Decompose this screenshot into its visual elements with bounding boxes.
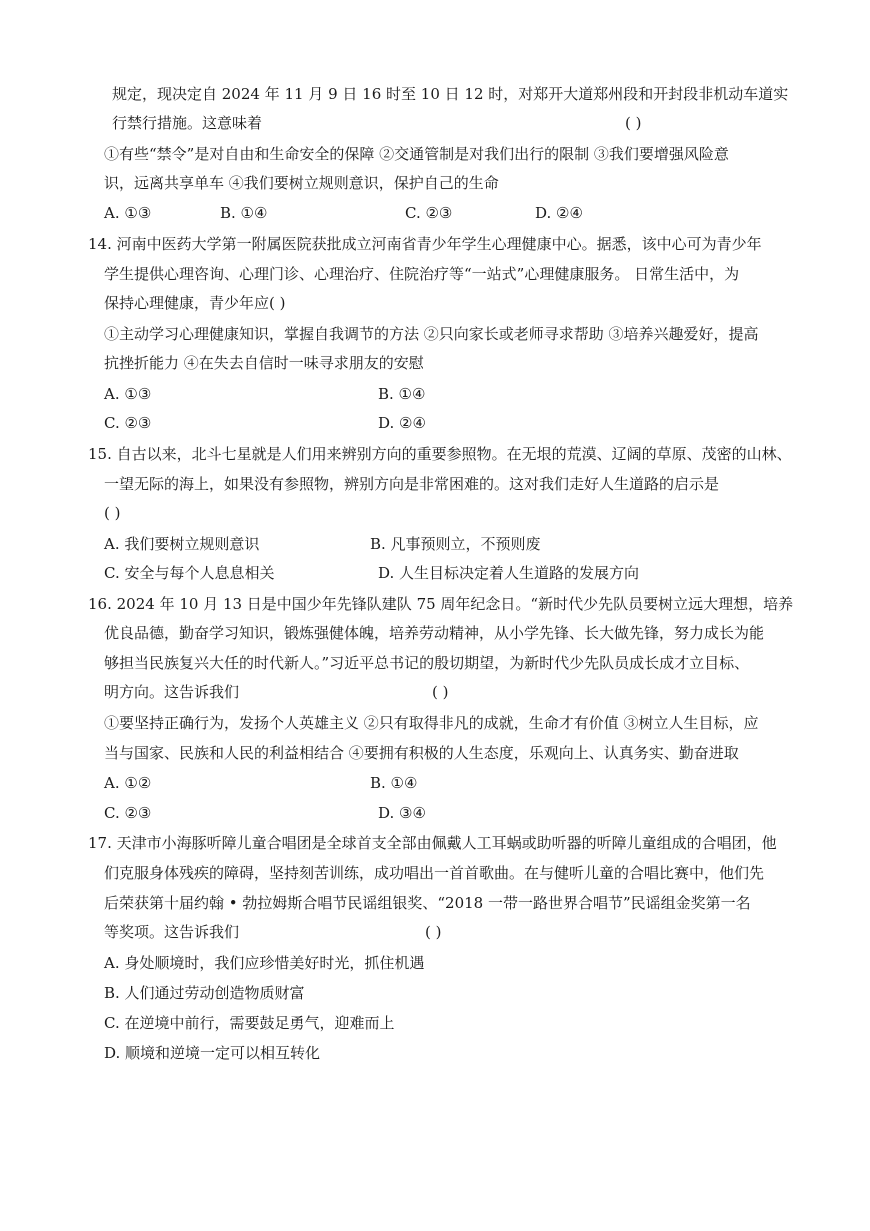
q16-option-c: C. ②③ [104,804,152,822]
q16-option-a: A. ①② [104,774,152,792]
q14-option-b: B. ①④ [378,385,426,403]
q15-stem-line-1: 15. 自古以来，北斗七星就是人们用来辨别方向的重要参照物。在无垠的荒漠、辽阔的草原、茂密的山林、 [88,445,792,463]
q13-stem-line-2: 行禁行措施。这意味着 [112,114,263,132]
q17-option-c: C. 在逆境中前行，需要鼓足勇气，迎难而上 [104,1014,395,1032]
q17-option-a: A. 身处顺境时，我们应珍惜美好时光，抓住机遇 [104,954,425,972]
q15-answer-blank: ( ) [104,504,121,522]
q14-option-c: C. ②③ [104,414,152,432]
q16-stem-line-2: 优良品德，勤奋学习知识，锻炼强健体魄，培养劳动精神，从小学先锋、长大做先锋，努力成长为能 [104,624,765,642]
q16-stem-line-3: 够担当民族复兴大任的时代新人。”习近平总书记的殷切期望，为新时代少先队员成长成才立目标、 [104,654,750,672]
q17-stem-line-2: 们克服身体残疾的障碍，坚持刻苦训练，成功唱出一首首歌曲。在与健听儿童的合唱比赛中，他们先 [104,864,765,882]
q16-answer-blank: ( ) [432,683,449,701]
q16-stem-line-1: 16. 2024 年 10 月 13 日是中国少年先锋队建队 75 周年纪念日。“新时代少先队员要树立远大理想，培养 [88,595,794,613]
q13-option-c: C. ②③ [405,204,453,222]
q14-option-d: D. ②④ [378,414,426,432]
q16-items-line-2: 当与国家、民族和人民的利益相结合 ④要拥有积极的人生态度，乐观向上、认真务实、勤奋进取 [104,744,739,762]
q16-option-b: B. ①④ [370,774,418,792]
q13-option-d: D. ②④ [535,204,583,222]
q17-option-d: D. 顺境和逆境一定可以相互转化 [104,1044,321,1062]
q14-items-line-1: ①主动学习心理健康知识，掌握自我调节的方法 ②只向家长或老师寻求帮助 ③培养兴趣爱好，提高 [104,325,759,343]
q13-items-line-2: 识，远离共享单车 ④我们要树立规则意识，保护自己的生命 [104,174,499,192]
q17-stem-line-3: 后荣获第十届约翰 • 勃拉姆斯合唱节民谣组银奖、“2018 一带一路世界合唱节”民谣组金奖第一名 [104,894,751,912]
q13-items-line-1: ①有些“禁令”是对自由和生命安全的保障 ②交通管制是对我们出行的限制 ③我们要增强风险意 [104,145,729,163]
q15-option-a: A. 我们要树立规则意识 [104,535,260,553]
q15-option-d: D. 人生目标决定着人生道路的发展方向 [378,564,640,582]
q14-stem-line-1: 14. 河南中医药大学第一附属医院获批成立河南省青少年学生心理健康中心。据悉，该中心可为青少年 [88,235,762,253]
q14-stem-line-2: 学生提供心理咨询、心理门诊、心理治疗、住院治疗等“一站式”心理健康服务。 日常生活中，为 [104,265,740,283]
q13-option-a: A. ①③ [104,204,152,222]
q16-option-d: D. ③④ [378,804,426,822]
q16-items-line-1: ①要坚持正确行为，发扬个人英雄主义 ②只有取得非凡的成就，生命才有价值 ③树立人生目标，应 [104,714,759,732]
q17-stem-line-4: 等奖项。这告诉我们 [104,923,240,941]
q13-stem-line-1: 规定，现决定自 2024 年 11 月 9 日 16 时至 10 日 12 时，对郑开大道郑州段和开封段非机动车道实 [112,85,789,103]
q14-stem-line-3: 保持心理健康，青少年应( ) [104,294,286,312]
q15-option-c: C. 安全与每个人息息相关 [104,564,275,582]
q17-option-b: B. 人们通过劳动创造物质财富 [104,984,305,1002]
q16-stem-line-4: 明方向。这告诉我们 [104,683,240,701]
q14-option-a: A. ①③ [104,385,152,403]
q17-answer-blank: ( ) [425,923,442,941]
q13-option-b: B. ①④ [220,204,268,222]
q13-answer-blank: ( ) [625,114,642,132]
q15-stem-line-2: 一望无际的海上，如果没有参照物，辨别方向是非常困难的。这对我们走好人生道路的启示是 [104,475,720,493]
q15-option-b: B. 凡事预则立，不预则废 [370,535,541,553]
q14-items-line-2: 抗挫折能力 ④在失去自信时一味寻求朋友的安慰 [104,354,424,372]
q17-stem-line-1: 17. 天津市小海豚听障儿童合唱团是全球首支全部由佩戴人工耳蜗或助听器的听障儿童组成的合唱团，他 [88,834,777,852]
